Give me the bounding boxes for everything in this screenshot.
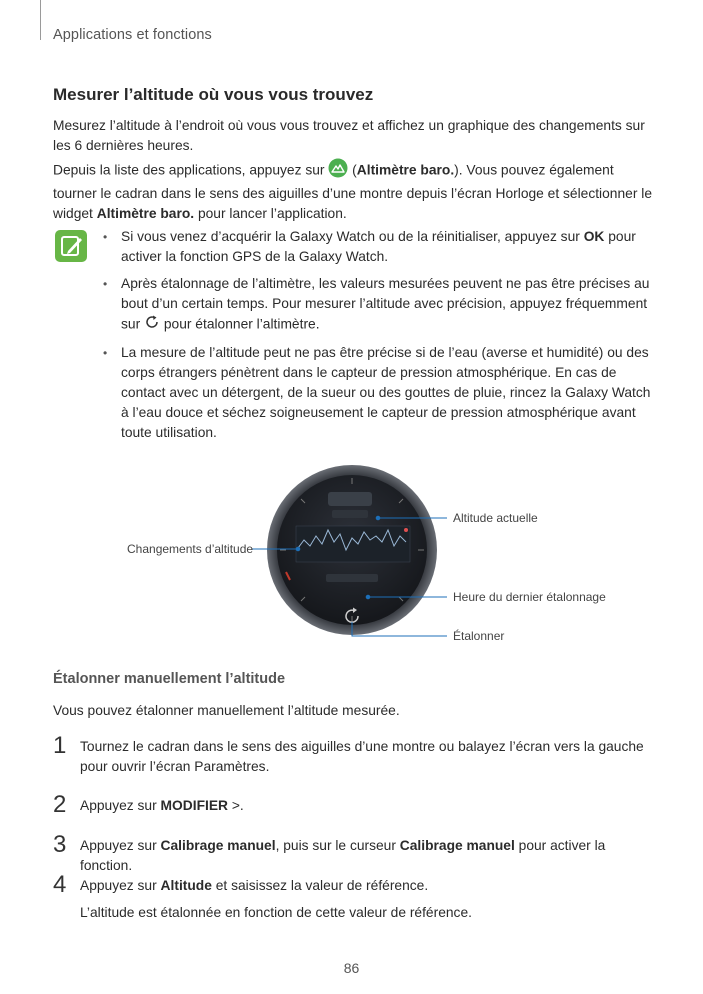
section-title: Mesurer l’altitude où vous vous trouvez	[53, 85, 374, 104]
launch-text-3: pour lancer l’application.	[197, 206, 347, 221]
note-text: pour étalonner l’altimètre.	[163, 316, 320, 332]
callout-calibrate: Étalonner	[453, 629, 505, 643]
callout-altitude-changes: Changements d’altitude	[127, 542, 254, 556]
callout-last-calibration: Heure du dernier étalonnage	[453, 590, 606, 604]
bullet-icon: •	[103, 277, 108, 291]
launch-paragraph: Depuis la liste des applications, appuyez sur (Altimètre baro.). Vous pouvez également tourner le cadran dans le sens des aiguilles d’une montre depuis l’écran Horloge et sélectionner le widget Altimètre baro. pour lancer l’application.	[53, 158, 653, 224]
step-text	[80, 836, 655, 876]
step-text	[80, 876, 655, 896]
step-number: 4	[53, 871, 67, 898]
step-subtext: L’altitude est étalonnée en fonction de cette valeur de référence.	[80, 905, 472, 920]
step-number: 1	[53, 732, 67, 759]
launch-text-1: Depuis la liste des applications, appuyez sur	[53, 162, 325, 178]
step-text	[80, 796, 655, 816]
subsection-title: Étalonner manuellement l’altitude	[53, 671, 286, 687]
widget-name: Altimètre baro.	[96, 206, 195, 221]
manual-calibration-label: Calibrage manuel	[160, 838, 276, 853]
last-calibration-blur	[326, 574, 378, 582]
step-post: et saisissez la valeur de référence.	[215, 878, 429, 893]
step-post: >.	[231, 798, 244, 813]
step-mid: , puis sur le curseur	[275, 838, 396, 853]
step-pre: Appuyez sur	[80, 838, 157, 853]
altitude-label: Altitude	[160, 878, 212, 893]
note-text: La mesure de l’altitude peut ne pas être précise si de l’eau (averse et humidité) ou des corps étrangers pénètrent dans le capteur de pression atmosphérique. En cas de contact avec un détergent, de la sueur ou des gouttes de pluie, rincez la Galaxy Watch à l’eau douce et séchez soigneusement le capteur de pression atmosphérique avant toute utilisation.	[121, 345, 651, 440]
note-text: pour activer la fonction GPS de la Galaxy Watch.	[121, 229, 636, 264]
launch-text-2: ). Vous pouvez également tourner le cadran dans le sens des aiguilles d’une montre depuis l’écran Horloge et sélectionner le widget	[53, 162, 652, 221]
step-text: Tournez le cadran dans le sens des aiguilles d’une montre ou balayez l’écran vers la gauche pour ouvrir l’écran Paramètres.	[80, 739, 644, 774]
note-text: Après étalonnage de l’altimètre, les valeurs mesurées peuvent ne pas être précises au bout d’un certain temps. Pour mesurer l’altitude avec précision, appuyez fréquemment sur	[121, 276, 650, 332]
altimeter-app-icon	[328, 158, 348, 184]
page-number: 86	[343, 960, 360, 976]
note-text: Si vous venez d’acquérir la Galaxy Watch ou de la réinitialiser, appuyez sur	[121, 229, 580, 244]
manual-calibration-switch-label: Calibrage manuel	[399, 838, 515, 853]
step-number: 2	[53, 791, 67, 818]
subsection-intro: Vous pouvez étalonner manuellement l’altitude mesurée.	[53, 703, 400, 718]
header-title: Applications et fonctions	[53, 27, 212, 43]
app-name: Altimètre baro.	[356, 162, 455, 178]
ok-label: OK	[583, 229, 605, 244]
watch-illustration	[0, 450, 703, 660]
bullet-icon: •	[103, 230, 108, 244]
note-item	[103, 227, 655, 267]
step-pre: Appuyez sur	[80, 878, 157, 893]
step-number: 3	[53, 831, 67, 858]
graph-marker	[404, 528, 408, 532]
bullet-icon: •	[103, 346, 108, 360]
note-list	[103, 227, 655, 450]
header-rule	[40, 0, 41, 40]
note-item	[103, 343, 655, 443]
callout-current-altitude: Altitude actuelle	[453, 511, 538, 525]
watch-figure	[0, 450, 703, 660]
intro-paragraph: Mesurez l’altitude à l’endroit où vous vous trouvez et affichez un graphique des changements sur les 6 dernières heures.	[53, 118, 645, 153]
refresh-icon	[144, 314, 160, 336]
altitude-label-blur	[332, 510, 368, 518]
altitude-value-blur	[328, 492, 372, 506]
note-item	[103, 274, 655, 336]
pencil-note-icon	[55, 230, 87, 262]
step-pre: Appuyez sur	[80, 798, 157, 813]
step-post: pour activer la fonction.	[80, 838, 606, 873]
modifier-label: MODIFIER	[160, 798, 228, 813]
